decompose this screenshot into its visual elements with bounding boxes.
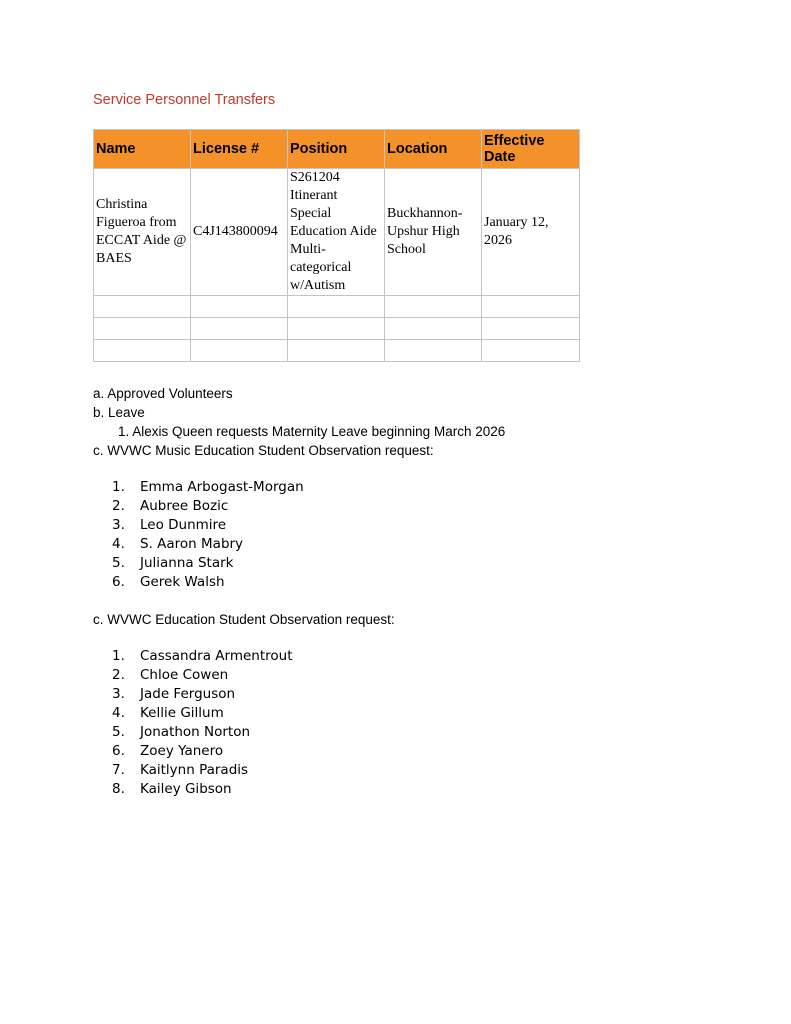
approved-volunteers-line: a. Approved Volunteers [93, 386, 233, 401]
empty-cell [482, 340, 580, 362]
cell-location: Buckhannon-Upshur High School [385, 169, 482, 296]
cell-position: S261204 Itinerant Special Education Aide Multi-categorical w/Autism [288, 169, 385, 296]
cell-license: C4J143800094 [191, 169, 288, 296]
list-item [112, 761, 293, 780]
student-name: Jade Ferguson [140, 686, 236, 702]
transfers-table [93, 129, 580, 362]
list-item [112, 516, 304, 535]
list-item [112, 497, 304, 516]
leave-item: 1. Alexis Queen requests Maternity Leave beginning March 2026 [118, 424, 506, 439]
table-row-empty [94, 296, 580, 318]
leave-line: b. Leave [93, 405, 145, 420]
empty-cell [482, 296, 580, 318]
list-number: 1. [112, 479, 125, 495]
education-students-list [112, 647, 293, 799]
list-number: 3. [112, 686, 125, 702]
cell-effective-date: January 12, 2026 [482, 169, 580, 296]
student-name: Jonathon Norton [140, 724, 251, 740]
table-row-empty [94, 340, 580, 362]
table-row-empty [94, 318, 580, 340]
list-number: 4. [112, 705, 125, 721]
empty-cell [94, 296, 191, 318]
list-item [112, 666, 293, 685]
student-name: Aubree Bozic [140, 498, 229, 514]
student-name: Chloe Cowen [140, 667, 229, 683]
empty-cell [191, 318, 288, 340]
list-item [112, 742, 293, 761]
student-name: S. Aaron Mabry [140, 536, 244, 552]
column-header-license: License # [191, 130, 288, 169]
empty-cell [191, 340, 288, 362]
column-header-name: Name [94, 130, 191, 169]
list-item [112, 723, 293, 742]
empty-cell [385, 340, 482, 362]
empty-cell [288, 296, 385, 318]
list-item [112, 647, 293, 666]
student-name: Leo Dunmire [140, 517, 227, 533]
empty-cell [385, 318, 482, 340]
empty-cell [94, 318, 191, 340]
section-heading: Service Personnel Transfers [93, 92, 276, 108]
music-observation-heading: c. WVWC Music Education Student Observation request: [93, 443, 434, 458]
student-name: Cassandra Armentrout [140, 648, 293, 664]
column-header-effective-date: Effective Date [482, 130, 580, 169]
student-name: Emma Arbogast-Morgan [140, 479, 304, 495]
empty-cell [288, 318, 385, 340]
list-item [112, 685, 293, 704]
music-students-list [112, 478, 304, 592]
list-item [112, 535, 304, 554]
empty-cell [385, 296, 482, 318]
list-number: 5. [112, 724, 125, 740]
empty-cell [482, 318, 580, 340]
list-number: 5. [112, 555, 125, 571]
list-item [112, 704, 293, 723]
list-number: 6. [112, 743, 125, 759]
student-name: Kellie Gillum [140, 705, 224, 721]
student-name: Gerek Walsh [140, 574, 225, 590]
student-name: Kailey Gibson [140, 781, 232, 797]
list-item [112, 573, 304, 592]
list-number: 4. [112, 536, 125, 552]
list-number: 2. [112, 667, 125, 683]
table-row [94, 169, 580, 296]
student-name: Julianna Stark [140, 555, 234, 571]
column-header-location: Location [385, 130, 482, 169]
list-number: 2. [112, 498, 125, 514]
list-item [112, 554, 304, 573]
empty-cell [191, 296, 288, 318]
column-header-position: Position [288, 130, 385, 169]
table-header-row [94, 130, 580, 169]
list-number: 7. [112, 762, 125, 778]
student-name: Kaitlynn Paradis [140, 762, 249, 778]
list-number: 8. [112, 781, 125, 797]
list-item [112, 478, 304, 497]
list-number: 1. [112, 648, 125, 664]
list-number: 3. [112, 517, 125, 533]
cell-name: Christina Figueroa from ECCAT Aide @ BAES [94, 169, 191, 296]
education-observation-heading: c. WVWC Education Student Observation request: [93, 612, 395, 627]
empty-cell [288, 340, 385, 362]
list-item [112, 780, 293, 799]
list-number: 6. [112, 574, 125, 590]
student-name: Zoey Yanero [140, 743, 224, 759]
empty-cell [94, 340, 191, 362]
